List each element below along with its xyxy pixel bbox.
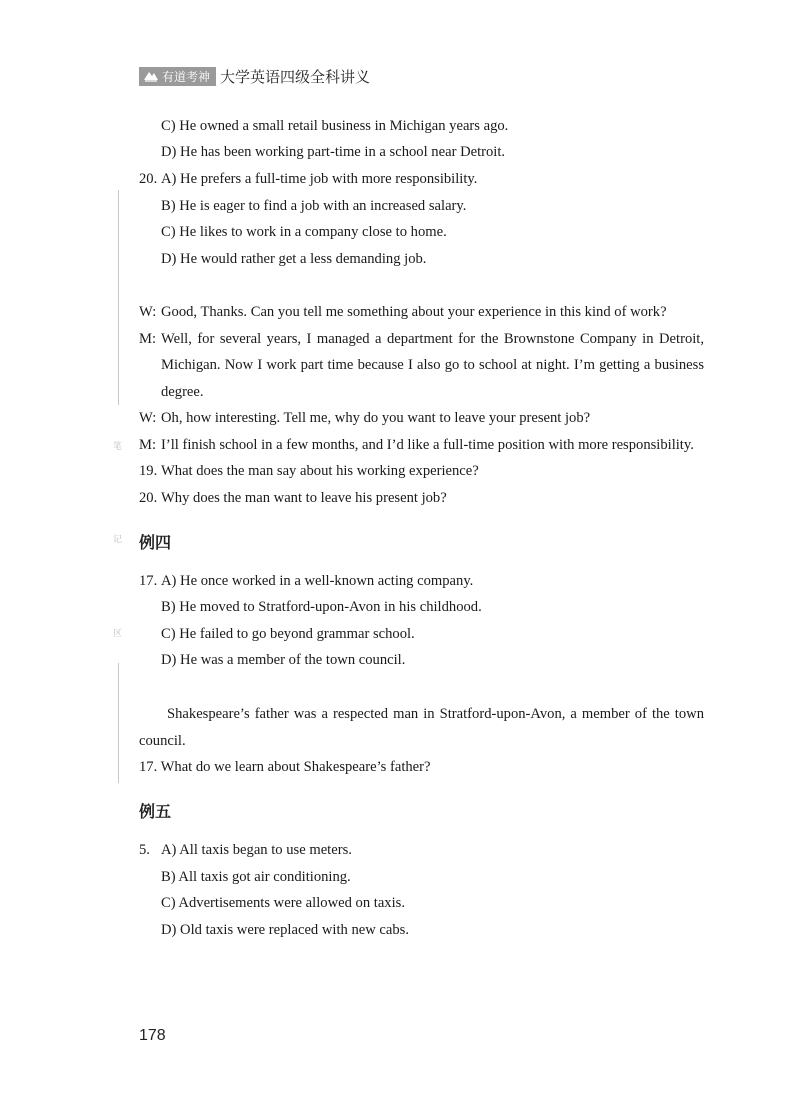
option-line: C) He owned a small retail business in Michigan years ago. [161,118,509,134]
question-number: 19. [139,463,158,479]
margin-rule [118,190,119,405]
page-header [139,66,370,86]
speaker-label: W: [139,410,157,426]
dialogue-line: Well, for several years, I managed a department for the Brownstone Company in Detroit, [161,331,704,347]
option-line: B) He moved to Stratford-upon-Avon in his childhood. [161,599,482,615]
option-line: A) He prefers a full-time job with more responsibility. [161,171,478,187]
option-line: D) He has been working part-time in a school near Detroit. [161,144,506,160]
section-heading: 例四 [139,533,172,552]
option-line: C) He likes to work in a company close to home. [161,224,447,240]
brand-text: 有道考神 [162,69,211,84]
question-text: 17. What do we learn about Shakespeare’s father? [139,759,431,775]
option-line: B) All taxis got air conditioning. [161,869,351,885]
question-number: 5. [139,842,150,858]
dialogue-line: Oh, how interesting. Tell me, why do you want to leave your present job? [161,410,591,426]
option-line: A) He once worked in a well-known acting company. [161,573,474,589]
option-line: C) Advertisements were allowed on taxis. [161,895,405,911]
brand-badge [139,67,216,86]
option-line: B) He is eager to find a job with an increased salary. [161,198,467,214]
dialogue-line: degree. [161,384,204,400]
question-text: What does the man say about his working experience? [161,463,479,479]
option-line: D) He was a member of the town council. [161,652,406,668]
question-number: 20. [139,171,158,187]
question-number: 17. [139,573,158,589]
question-text: Why does the man want to leave his present job? [161,490,447,506]
dialogue-line: Michigan. Now I work part time because I also go to school at night. I’m getting a business [161,357,704,373]
section-heading: 例五 [139,802,172,821]
passage-line: Shakespeare’s father was a respected man in Stratford-upon-Avon, a member of the town [167,706,704,722]
margin-rule [118,663,119,783]
option-line: A) All taxis began to use meters. [161,842,352,858]
header-title: 大学英语四级全科讲义 [220,67,371,86]
passage-line: council. [139,733,186,749]
option-line: C) He failed to go beyond grammar school. [161,626,415,642]
margin-note: 区 [113,629,123,639]
option-line: D) He would rather get a less demanding job. [161,251,427,267]
speaker-label: M: [139,331,157,347]
dialogue-line: Good, Thanks. Can you tell me something about your experience in this kind of work? [161,304,667,320]
question-number: 20. [139,490,158,506]
bird-logo-icon [143,69,159,83]
speaker-label: W: [139,304,157,320]
margin-note: 记 [113,535,123,545]
option-line: D) Old taxis were replaced with new cabs. [161,922,410,938]
page-number: 178 [139,1027,166,1044]
margin-note: 笔 [113,442,123,452]
speaker-label: M: [139,437,157,453]
dialogue-line: I’ll finish school in a few months, and I’d like a full-time position with more responsibility. [161,437,694,453]
